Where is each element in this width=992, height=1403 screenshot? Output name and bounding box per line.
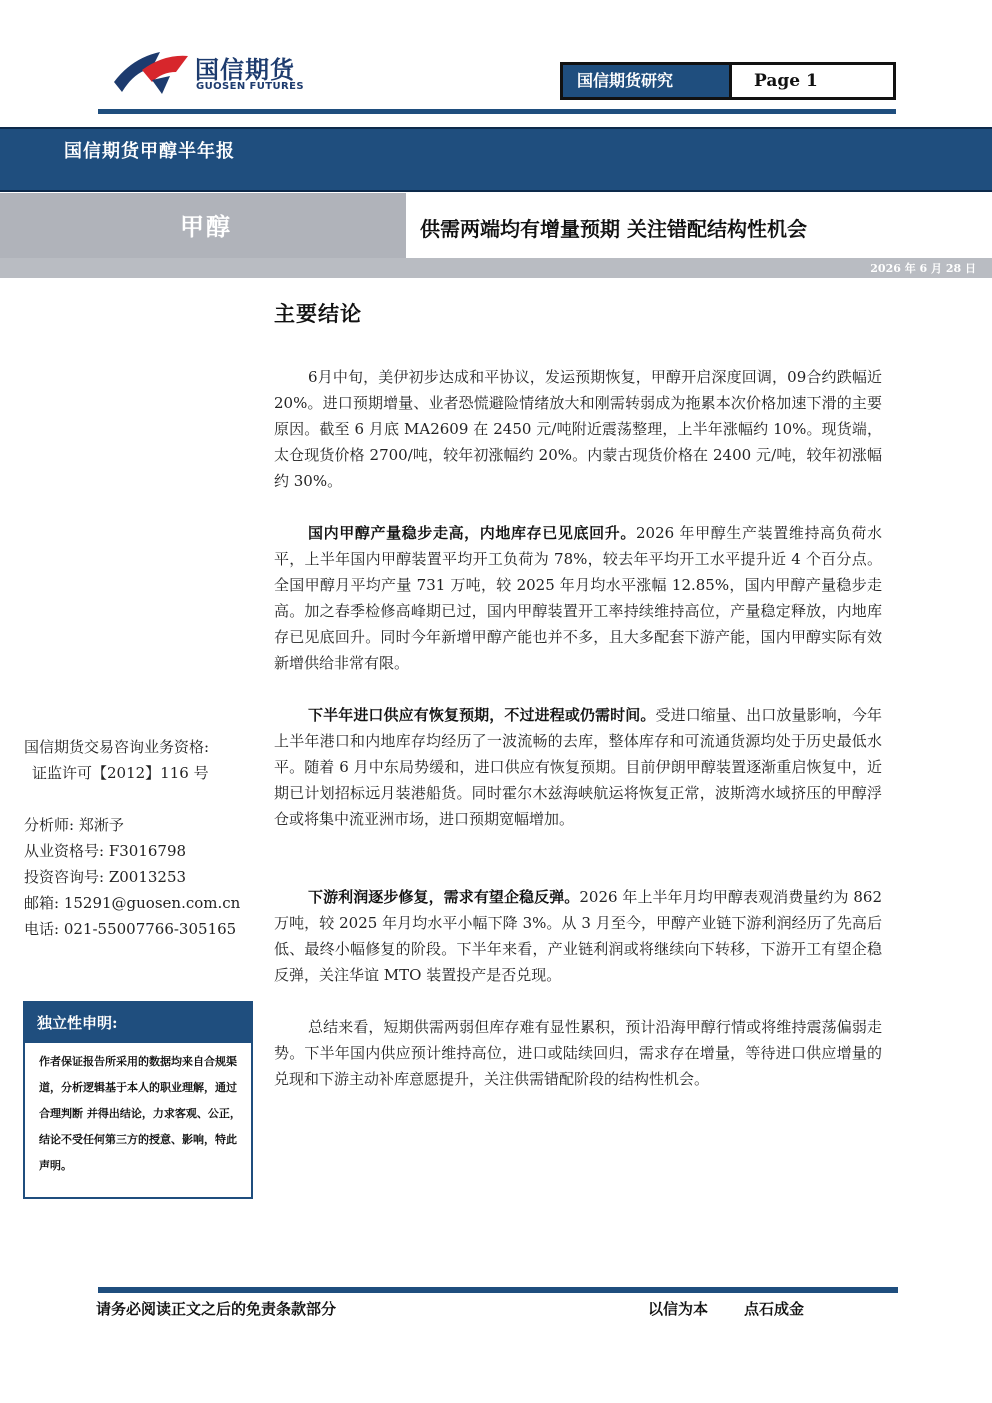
paragraph-lead: 下半年进口供应有恢复预期，不过进程或仍需时间。 xyxy=(308,706,656,724)
analyst-name: 分析师: 郑淅予 xyxy=(24,816,124,834)
section-title: 主要结论 xyxy=(274,301,362,326)
conclusion-paragraph-2 xyxy=(274,520,882,676)
research-label: 国信期货研究 xyxy=(563,65,729,97)
qualification-line-1: 国信期货交易咨询业务资格: xyxy=(24,738,210,756)
report-banner xyxy=(0,127,992,192)
conclusion-paragraph-1 xyxy=(274,364,882,494)
footer-divider xyxy=(98,1287,898,1293)
report-date: 2026 年 6 月 28 日 xyxy=(870,262,976,275)
report-title: 国信期货甲醇半年报 xyxy=(64,141,235,162)
date-band xyxy=(0,258,992,278)
commodity-block xyxy=(0,193,406,267)
page-number: Page 1 xyxy=(729,65,893,97)
paragraph-text: 2026 年甲醇生产装置维持高负荷水平，上半年国内甲醇装置平均开工负荷为 78%，较去年平均开工水平提升近 4 个百分点。全国甲醇月平均产量 731 万吨，较 2025 年月均水平涨幅 12.85%，国内甲醇产量稳步走高。加之春季检修高峰期已过，国内甲醇装置开工率持续维持高位，产量稳定释放，内地库存已见底回升。同时今年新增甲醇产能也并不多，且大多配套下游产能，国内甲醇实际有效新增供给非常有限。 xyxy=(274,524,882,672)
declaration-text: 作者保证报告所采用的数据均来自合规渠道，分析逻辑基于本人的职业理解，通过合理判断 并得出结论，力求客观、公正，结论不受任何第三方的授意、影响，特此声明。 xyxy=(39,1055,241,1172)
paragraph-lead: 下游利润逐步修复，需求有望企稳反弹。 xyxy=(308,888,580,906)
phone-number: 电话: 021-55007766-305165 xyxy=(24,920,237,938)
paragraph-text: 总结来看，短期供需两弱但库存难有显性累积，预计沿海甲醇行情或将维持震荡偏弱走势。下半年国内供应预计维持高位，进口或陆续回归，需求存在增量，等待进口供应增量的兑现和下游主动补库意愿提升，关注供需错配阶段的结构性机会。 xyxy=(274,1018,882,1088)
paragraph-lead: 国内甲醇产量稳步走高，内地库存已见底回升。 xyxy=(308,524,636,542)
footer-motto xyxy=(648,1298,804,1319)
qualification-line-2: 证监许可【2012】116 号 xyxy=(32,764,209,782)
logo-text-cn: 国信期货 xyxy=(195,56,295,84)
conclusion-paragraph-4 xyxy=(274,884,882,988)
motto-2: 点石成金 xyxy=(744,1300,805,1318)
commodity-name: 甲醇 xyxy=(180,212,232,241)
logo-text-en: GUOSEN FUTURES xyxy=(196,81,304,92)
email-link[interactable]: 邮箱: 15291@guosen.com.cn xyxy=(24,894,241,912)
paragraph-text: 2026 年上半年月均甲醇表观消费量约为 862 万吨，较 2025 年月均水平小幅下降 3%。从 3 月至今，甲醇产业链下游利润经历了先高后低、最终小幅修复的阶段。下半年来看，产业链利润或将继续向下转移，下游开工有望企稳反弹，关注华谊 MTO 装置投产是否兑现。 xyxy=(274,888,882,984)
advisory-number: 投资咨询号: Z0013253 xyxy=(24,868,187,886)
declaration-title: 独立性申明: xyxy=(25,1003,251,1043)
paragraph-text: 6月中旬，美伊初步达成和平协议，发运预期恢复，甲醇开启深度回调，09合约跌幅近 20%。进口预期增量、业者恐慌避险情绪放大和刚需转弱成为拖累本次价格加速下滑的主要原因。截至 6 月底 MA2609 在 2450 元/吨附近震荡整理，上半年涨幅约 10%。现货端，太仓现货价格 2700/吨，较年初涨幅约 20%。内蒙古现货价格在 2400 元/吨，较年初涨幅约 30%。 xyxy=(274,368,882,490)
logo-mark-icon xyxy=(112,48,192,96)
headline-block xyxy=(406,193,992,267)
company-logo xyxy=(112,48,312,98)
paragraph-text: 受进口缩量、出口放量影响，今年上半年港口和内地库存均经历了一波流畅的去库，整体库存和可流通货源均处于历史最低水平。随着 6 月中东局势缓和，进口供应有恢复预期。目前伊朗甲醇装置逐渐重启恢复中，近期已计划招标远月装港船货。同时霍尔木兹海峡航运将恢复正常，波斯湾水域挤压的甲醇浮仓或将集中流亚洲市场，进口预期宽幅增加。 xyxy=(274,706,882,828)
header-divider xyxy=(98,109,896,114)
qualification-info xyxy=(24,734,209,786)
analyst-contacts xyxy=(24,812,240,942)
headline: 供需两端均有增量预期 关注错配结构性机会 xyxy=(420,217,807,241)
motto-1: 以信为本 xyxy=(648,1300,709,1318)
header-label-box xyxy=(560,62,896,100)
conclusion-paragraph-3 xyxy=(274,702,882,832)
independence-declaration xyxy=(23,1001,253,1199)
license-number: 从业资格号: F3016798 xyxy=(24,842,187,860)
subject-band xyxy=(0,193,992,267)
footer-disclaimer: 请务必阅读正文之后的免责条款部分 xyxy=(96,1300,337,1318)
conclusion-paragraph-5 xyxy=(274,1014,882,1092)
